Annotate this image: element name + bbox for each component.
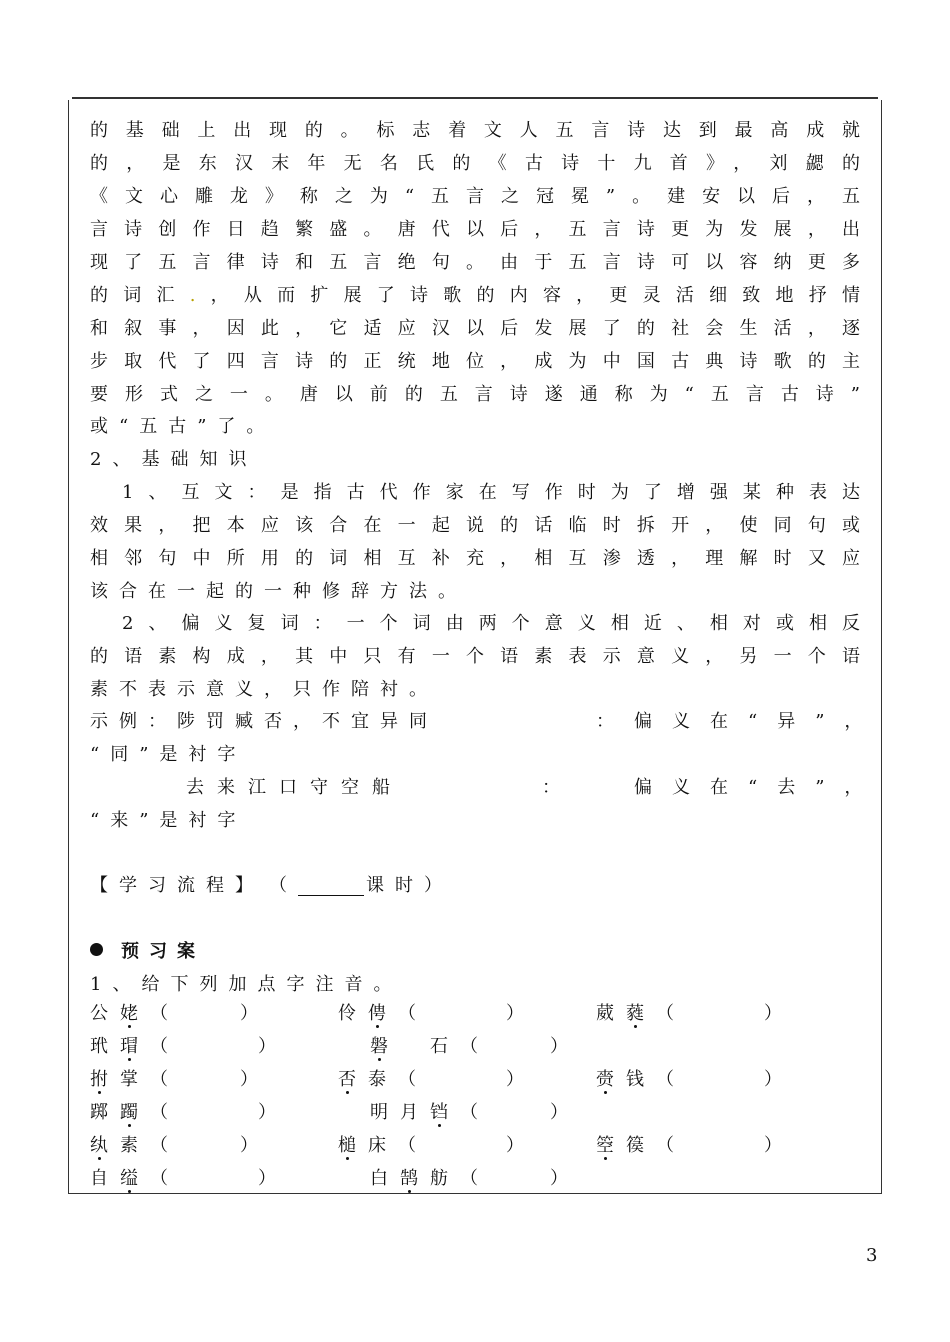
dotted-character: 鹄 [400,1168,430,1189]
answer-blank[interactable]: （ ） [150,1135,258,1156]
dotted-character: 蕤 [626,1003,656,1024]
text-line: 《文心雕龙》称之为“五言之冠冕”。建安以后，五 [90,186,860,207]
pinyin-item [90,1132,258,1160]
answer-blank[interactable]: （ ） [150,1069,258,1090]
text-line: 和叙事，因此，它适应汉以后发展了的社会生活，逐 [90,318,860,339]
answer-blank[interactable]: （ ） [398,1135,524,1156]
word-text: 白 [370,1168,400,1189]
dotted-character: 躅 [120,1102,150,1123]
dotted-character: 姥 [120,1003,150,1024]
dotted-character: 赍 [596,1069,626,1090]
word-text: 葳 [596,1003,626,1024]
word-text: 玳 [90,1036,120,1057]
text-fragment: 的词汇 [90,285,190,306]
text-line: 现了五言律诗和五言绝句。由于五言诗可以容纳更多 [90,252,860,273]
text-line: 言诗创作日趋繁盛。唐代以后，五言诗更为发展，出 [90,219,860,240]
dotted-character: 箜 [596,1135,626,1156]
dotted-character: 纨 [90,1135,120,1156]
word-text: 篌 [626,1135,656,1156]
example-colon: ： [596,711,625,732]
dotted-character: 俜 [368,1003,398,1024]
word-text: 明月 [370,1102,430,1123]
pinyin-item [90,1066,258,1094]
word-text: 泰 [368,1069,398,1090]
text-line: 相邻句中所用的词相互补充，相互渗透，理解时又应 [90,548,860,569]
answer-blank[interactable]: （ ） [656,1069,782,1090]
text-line: 效果，把本应该合在一起说的话临时拆开，使同句或 [90,515,860,536]
answer-blank[interactable]: （ ） [150,1168,276,1189]
text-line: 该合在一起的一种修辞方法。 [90,581,467,602]
section-heading: 2、基础知识 [90,449,258,470]
example-left: 示例：陟罚臧否，不宜异同 [90,711,438,732]
pinyin-item [370,1099,568,1127]
task-line: 1、给下列加点字注音。 [90,974,403,995]
dotted-character: 瑁 [120,1036,150,1057]
pinyin-item [370,1165,568,1193]
pinyin-item [596,1000,782,1028]
word-text: 素 [120,1135,150,1156]
study-flow-line [90,872,860,900]
answer-blank[interactable]: （ ） [460,1036,568,1057]
dotted-character: 铛 [430,1102,460,1123]
text-line: 的语素构成，其中只有一个语素表示意义，另一个语 [90,646,860,667]
dotted-character: 拊 [90,1069,120,1090]
class-hours-unit: 课时 [366,875,424,896]
pinyin-item [596,1066,782,1094]
answer-blank[interactable]: （ ） [150,1102,276,1123]
answer-blank[interactable]: （ ） [460,1168,568,1189]
text-line: “来”是衬字 [90,810,247,831]
word-text: 公 [90,1003,120,1024]
word-text: 伶 [338,1003,368,1024]
page-number: 3 [866,1245,878,1266]
word-text: 石 [400,1036,460,1057]
answer-blank[interactable]: （ ） [460,1102,568,1123]
text-line: 要形式之一。唐以前的五言诗遂通称为“五言古诗” [90,384,860,405]
text-line: 素不表示意义，只作陪衬。 [90,679,438,700]
example-left: 去来江口守空船 [186,777,403,798]
word-text: 钱 [626,1069,656,1090]
preview-title: 预习案 [121,941,205,962]
text-line: 的，是东汉末年无名氏的《古诗十九首》，刘勰的 [90,153,860,174]
text-line [90,282,860,310]
example-right: 偏义在“异”， [634,711,883,732]
pinyin-item [338,1066,524,1094]
text-fragment: ，从而扩展了诗歌的内容，更灵活细致地抒情 [195,285,860,306]
text-line: 的基础上出现的。标志着文人五言诗达到最高成就 [90,120,860,141]
text-line: 或“五古”了。 [90,416,276,437]
answer-blank[interactable]: （ ） [656,1135,782,1156]
word-text: 自 [90,1168,120,1189]
pinyin-item [90,1165,276,1193]
word-text: 床 [368,1135,398,1156]
pinyin-item [338,1132,524,1160]
word-text: 踯 [90,1102,120,1123]
pinyin-item [596,1132,782,1160]
answer-blank[interactable]: （ ） [150,1036,276,1057]
example-colon: ： [542,777,571,798]
dotted-character: 否 [338,1069,368,1090]
pinyin-item [90,1099,276,1127]
stray-mark: . [189,285,196,306]
answer-blank[interactable]: （ ） [398,1069,524,1090]
bullet-icon [90,943,103,956]
preview-heading [90,938,860,966]
pinyin-item [90,1033,276,1061]
text-line: “同”是衬字 [90,744,247,765]
pinyin-item [370,1033,568,1061]
paren: （ [278,875,298,896]
study-flow-label: 【学习流程】 [90,875,264,896]
header-rule [72,97,878,99]
pinyin-item [90,1000,258,1028]
text-line: 1、互文：是指古代作家在写作时为了增强某种表达 [122,482,860,503]
text-line: 2、偏义复词：一个词由两个意义相近、相对或相反 [122,613,860,634]
answer-blank[interactable]: （ ） [150,1003,258,1024]
example-right: 偏义在“去”， [634,777,883,798]
pinyin-item [338,1000,524,1028]
answer-blank[interactable]: （ ） [656,1003,782,1024]
word-text: 舫 [430,1168,460,1189]
answer-blank[interactable]: （ ） [398,1003,524,1024]
dotted-character: 缢 [120,1168,150,1189]
dotted-character: 槌 [338,1135,368,1156]
class-hours-blank[interactable] [298,877,364,896]
paren: ） [424,875,453,896]
word-text: 掌 [120,1069,150,1090]
dotted-character: 磐 [370,1036,400,1057]
text-line: 步取代了四言诗的正统地位，成为中国古典诗歌的主 [90,351,860,372]
